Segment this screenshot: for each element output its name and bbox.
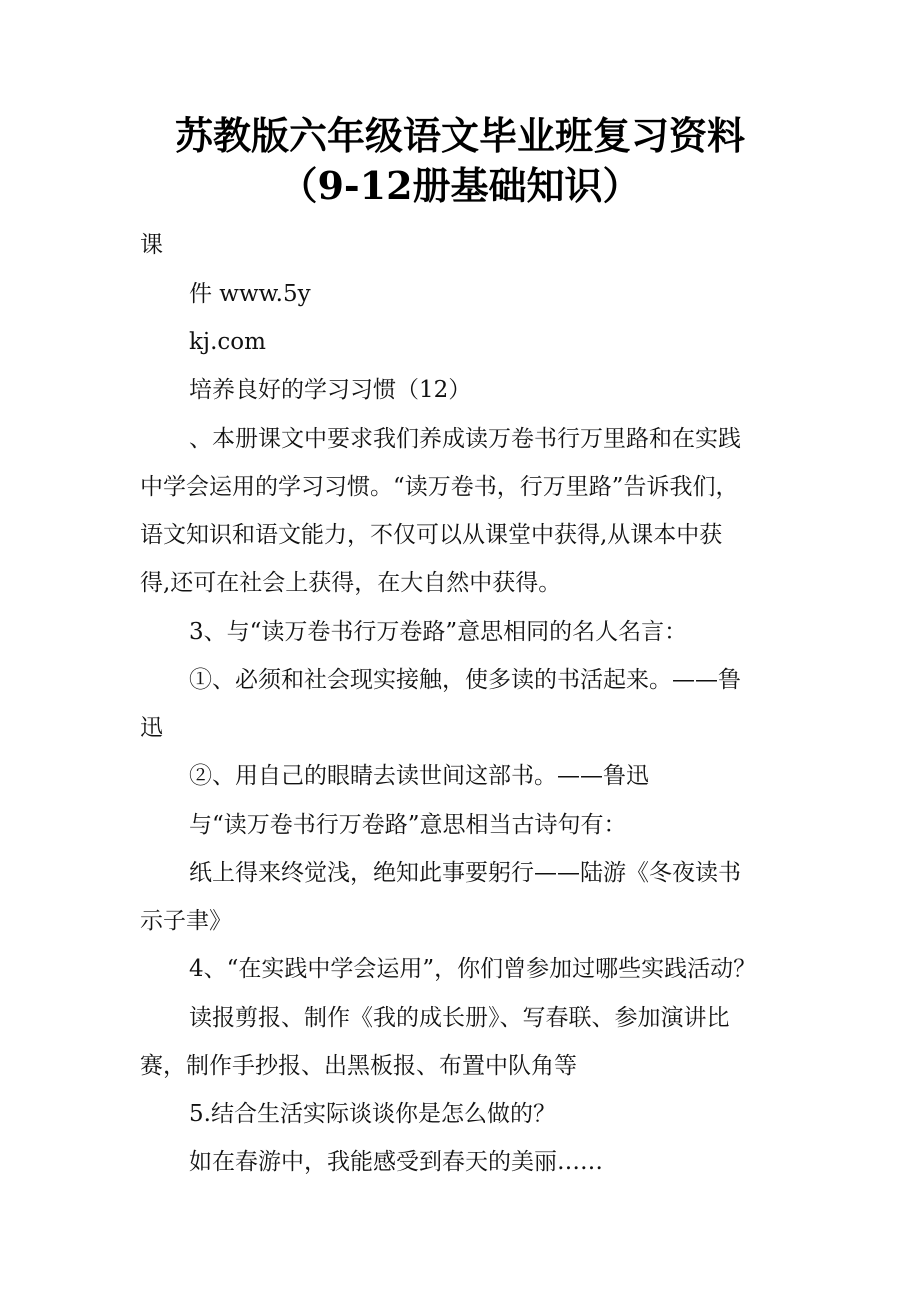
text-line: 与“读万卷书行万卷路”意思相当古诗句有： <box>189 812 627 838</box>
text-line: 3、与“读万卷书行万卷路”意思相同的名人名言： <box>189 619 688 645</box>
text-line: 示子聿》 <box>140 908 232 934</box>
text-line: 如在春游中，我能感受到春天的美丽…… <box>189 1149 603 1175</box>
text-line: 4、“在实践中学会运用”，你们曾参加过哪些实践活动？ <box>189 956 757 982</box>
text-line: 、本册课文中要求我们养成读万卷书行万里路和在实践 <box>189 426 741 452</box>
text-line: 得,还可在社会上获得，在大自然中获得。 <box>140 570 562 596</box>
text-line: 培养良好的学习习惯（12） <box>189 377 472 403</box>
document-title: 苏教版六年级语文毕业班复习资料 <box>174 113 745 158</box>
text-line: 迅 <box>140 715 163 741</box>
document-subtitle: （9-12册基础知识） <box>279 163 641 208</box>
text-line: 5.结合生活实际谈谈你是怎么做的？ <box>189 1101 556 1127</box>
text-line: 中学会运用的学习习惯。“读万卷书，行万里路”告诉我们， <box>140 474 739 500</box>
text-line: 纸上得来终觉浅，绝知此事要躬行——陆游《冬夜读书 <box>189 860 741 886</box>
text-line: kj.com <box>189 329 266 355</box>
text-line: 件 www.5y <box>189 281 311 307</box>
text-line: 语文知识和语文能力，不仅可以从课堂中获得,从课本中获 <box>140 522 723 548</box>
text-line: 课 <box>140 232 163 258</box>
text-line: ②、用自己的眼睛去读世间这部书。——鲁迅 <box>189 763 649 789</box>
text-line: 赛，制作手抄报、出黑板报、布置中队角等 <box>140 1053 577 1079</box>
text-line: ①、必须和社会现实接触，使多读的书活起来。——鲁 <box>189 667 741 693</box>
text-line: 读报剪报、制作《我的成长册》、写春联、参加演讲比 <box>189 1005 730 1031</box>
